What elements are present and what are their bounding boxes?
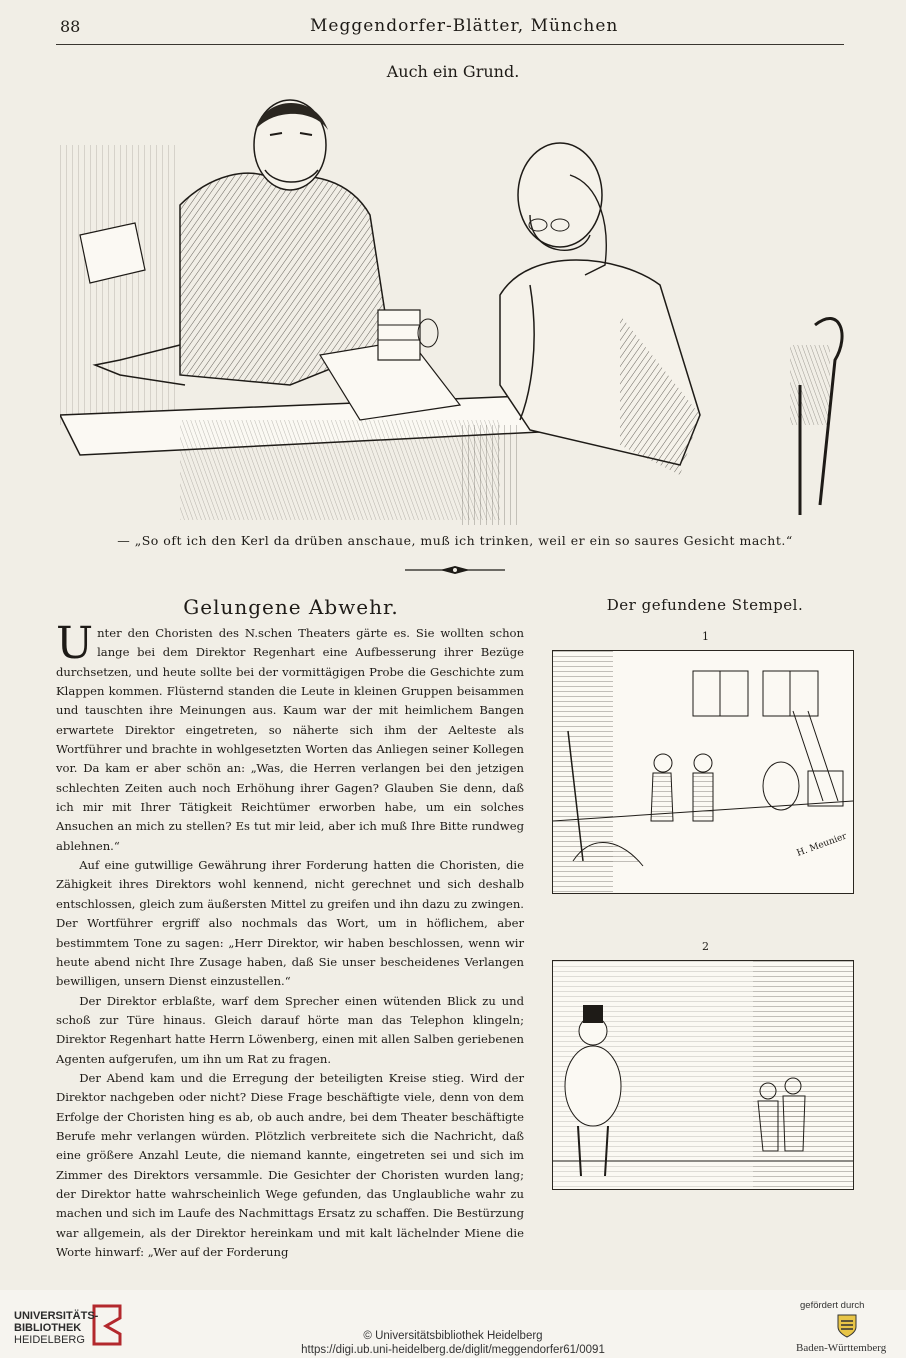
header-rule xyxy=(56,44,844,45)
funded-by-label: gefördert durch xyxy=(800,1300,865,1311)
article-paragraph: Der Abend kam und die Erregung der beteiligten Kreise stieg. Wird der Direktor nachgeben oder nicht? Diese Frage beschäftigte viele, denn von dem Erfolge der Choristen hing es ab, ob auch andre, bei dem Theater beschäftigte Berufe mehr verlangen würden. Plötzlich verbreitete sich die Nachricht, daß eine größere Anzahl Leute, die niemand kannte, eingetreten sei und sich im Zimmer des Direktors versammle. Die Gesichter der Choristen wurden lang; der Direktor hatte wahrscheinlich Wege gefunden, das Unglaubliche wahr zu machen und sich im Laufe des Nachmittags Ersatz zu schaffen. Die Bestürzung war allgemein, als der Direktor hereinkam und mit kalt lächelnder Miene die Worte hinwarf: „Wer auf der Forderung xyxy=(56,1070,524,1259)
panel-signature: H. Meunier xyxy=(795,831,849,859)
funder-name: Baden-Württemberg xyxy=(796,1342,887,1354)
panel-number-2: 2 xyxy=(702,940,709,953)
side-cartoon-panel-1 xyxy=(552,650,854,894)
library-name: UNIVERSITÄTS- BIBLIOTHEK HEIDELBERG xyxy=(14,1310,99,1346)
side-cartoon-title: Der gefundene Stempel. xyxy=(606,596,804,614)
article-paragraph: Auf eine gutwillige Gewährung ihrer Forderung hatten die Choristen, die Zähigkeit ihres Direktors wohl kennend, nicht gerechnet und sich deshalb entschlossen, gleich zum äußersten Mittel zu greifen und ihn dazu zu zwingen. Der Wortführer ergriff also nochmals das Wort, um in höflichem, aber bestimmtem Tone zu sagen: „Herr Direktor, wir haben beschlossen, wenn wir heute abend nicht Ihre Zusage haben, daß Sie unser bescheidenes Verlangen bewilligen, unsern Dienst einzustellen.“ xyxy=(56,858,524,989)
panel-number-1: 1 xyxy=(702,630,709,643)
article-paragraph: Der Direktor erblaßte, warf dem Sprecher einen wütenden Blick zu und schoß zur Türe hinaus. Gleich darauf hörte man das Telephon klingeln; Direktor Regenhart hatte Herrn Löwenberg, einen mit allen Salben geriebenen Agenten aufgerufen, um ihn um Rat zu fragen. xyxy=(56,993,524,1066)
side-cartoon-panel-2 xyxy=(552,960,854,1190)
article-body xyxy=(56,618,524,1262)
cartoon-title: Auch ein Grund. xyxy=(386,62,520,81)
ornament-divider xyxy=(400,563,510,577)
cartoon-illustration xyxy=(60,85,850,525)
article-paragraph: Unter den Choristen des N.schen Theaters gärte es. Sie wollten schon lange bei dem Direktor Regenhart eine Aufbesserung ihrer Bezüge durchsetzen, und heute sollte bei der vormittägigen Probe die Geschichte zum Klappen kommen. Flüsternd standen die Leute in kleinen Gruppen beisammen und tauschten ihre Meinungen aus. Kaum war der mit heimlichem Bangen erwartete Direktor eingetreten, so näherte sich ihm der Aelteste als Wortführer und brachte in wohlgesetzten Worten das Anliegen seiner Kollegen vor. Da kam er aber schön an: „Was, die Herren verlangen bei den jetzigen schlechten Zeiten auch noch Erhöhung ihrer Gagen? Glauben Sie denn, daß ich mir mit Ihrer Tätigkeit Reichtümer erworben habe, um ein solches Ansuchen an mich zu stellen? Es tut mir leid, aber ich muß Ihre Bitte rundweg ablehnen.“ xyxy=(56,618,524,853)
baden-wuerttemberg-crest-icon xyxy=(836,1313,858,1339)
drop-cap: U xyxy=(56,618,94,669)
copyright-notice: © Universitätsbibliothek Heidelberg xyxy=(363,1330,543,1342)
page-number: 88 xyxy=(60,17,81,36)
article-title: Gelungene Abwehr. xyxy=(183,595,399,619)
permalink[interactable]: https://digi.ub.uni-heidelberg.de/diglit/meggendorfer61/0091 xyxy=(301,1344,605,1356)
running-head: Meggendorfer-Blätter, München xyxy=(310,16,619,36)
cartoon-caption: — „So oft ich den Kerl da drüben anschaue, muß ich trinken, weil er ein so saures Gesicht macht.“ xyxy=(117,533,793,548)
